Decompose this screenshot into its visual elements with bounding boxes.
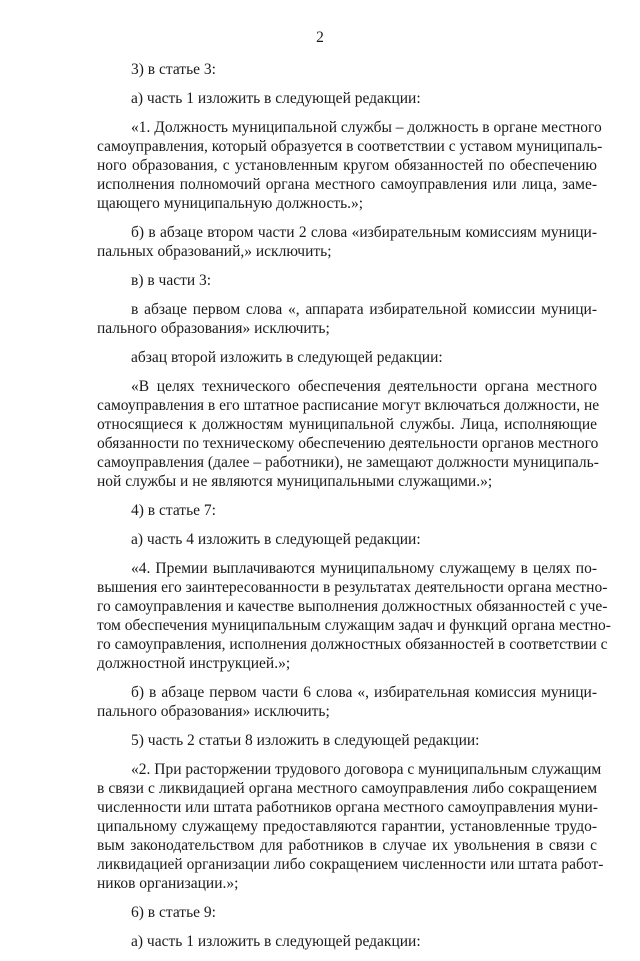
paragraph — [97, 760, 604, 893]
text-line: «4. Премии выплачиваются муниципальному служащему в целях по- — [131, 560, 597, 577]
text-line: вышения его заинтересованности в результатах деятельности органа местно- — [97, 579, 608, 596]
page-number: 2 — [316, 29, 324, 46]
document-body — [97, 60, 611, 961]
text-line: относящиеся к должностям муниципальной службы. Лица, исполняющие — [97, 416, 597, 433]
text-line: исполнения полномочий органа местного самоуправления или лица, заме- — [97, 176, 597, 193]
text-line: самоуправления в его штатное расписание могут включаться должности, не — [97, 397, 600, 414]
text-line: ципальному служащему предоставляются гарантии, установленные трудо- — [97, 818, 597, 835]
paragraph — [97, 932, 597, 951]
text-line: б) в абзаце втором части 2 слова «избирательным комиссиям муници- — [131, 224, 597, 241]
text-line: «2. При расторжении трудового договора с муниципальным служащим — [131, 761, 602, 778]
text-line: пального образования» исключить; — [97, 703, 330, 720]
paragraph — [97, 118, 603, 213]
paragraph — [97, 348, 597, 367]
text-line: щающего муниципальную должность.»; — [97, 195, 364, 212]
text-line: в) в части 3: — [131, 272, 212, 289]
paragraph — [97, 271, 597, 290]
paragraph — [97, 559, 611, 673]
paragraph — [97, 60, 597, 79]
text-line: го самоуправления, исполнения должностных обязанностей в соответствии с — [97, 636, 608, 653]
paragraph — [97, 223, 597, 261]
text-line: ликвидацией организации либо сокращением численности или штата работ- — [97, 856, 604, 873]
text-line: а) часть 1 изложить в следующей редакции: — [131, 90, 421, 107]
text-line: в связи с ликвидацией органа местного самоуправления либо сокращением — [97, 780, 597, 797]
paragraph — [97, 377, 600, 491]
text-line: а) часть 1 изложить в следующей редакции: — [131, 933, 421, 950]
text-line: 4) в статье 7: — [131, 502, 216, 519]
text-line: ников организации.»; — [97, 875, 239, 892]
text-line: в абзаце первом слова «, аппарата избирательной комиссии муници- — [131, 301, 597, 318]
paragraph — [97, 683, 597, 721]
text-line: а) часть 4 изложить в следующей редакции: — [131, 531, 421, 548]
paragraph — [97, 731, 597, 750]
text-line: 3) в статье 3: — [131, 61, 216, 78]
text-line: ного образования, с установленным кругом обязанностей по обеспечению — [97, 157, 597, 174]
paragraph — [97, 501, 597, 520]
text-line: том обеспечения муниципальным служащим задач и функций органа местно- — [97, 617, 611, 634]
text-line: вым законодательством для работников в случае их увольнения в связи с — [97, 837, 597, 854]
text-line: б) в абзаце первом части 6 слова «, избирательная комиссия муници- — [131, 684, 597, 701]
text-line: абзац второй изложить в следующей редакции: — [131, 349, 443, 366]
paragraph — [97, 530, 597, 549]
paragraph — [97, 300, 597, 338]
text-line: пальных образований,» исключить; — [97, 243, 332, 260]
text-line: 6) в статье 9: — [131, 904, 216, 921]
text-line: обязанности по техническому обеспечению деятельности органов местного — [97, 435, 599, 452]
text-line: должностной инструкцией.»; — [97, 655, 291, 672]
paragraph — [97, 903, 597, 922]
text-line: ной службы и не являются муниципальными служащими.»; — [97, 473, 493, 490]
paragraph — [97, 89, 597, 108]
text-line: го самоуправления и качестве выполнения должностных обязанностей с уче- — [97, 598, 608, 615]
text-line: численности или штата работников органа местного самоуправления муни- — [97, 799, 598, 816]
text-line: пального образования» исключить; — [97, 320, 330, 337]
text-line: «В целях технического обеспечения деятельности органа местного — [131, 378, 597, 395]
text-line: 5) часть 2 статьи 8 изложить в следующей редакции: — [131, 732, 480, 749]
text-line: самоуправления, который образуется в соответствии с уставом муниципаль- — [97, 138, 603, 155]
text-line: самоуправления (далее – работники), не замещают должности муниципаль- — [97, 454, 599, 471]
text-line: «1. Должность муниципальной службы – должность в органе местного — [131, 119, 602, 136]
